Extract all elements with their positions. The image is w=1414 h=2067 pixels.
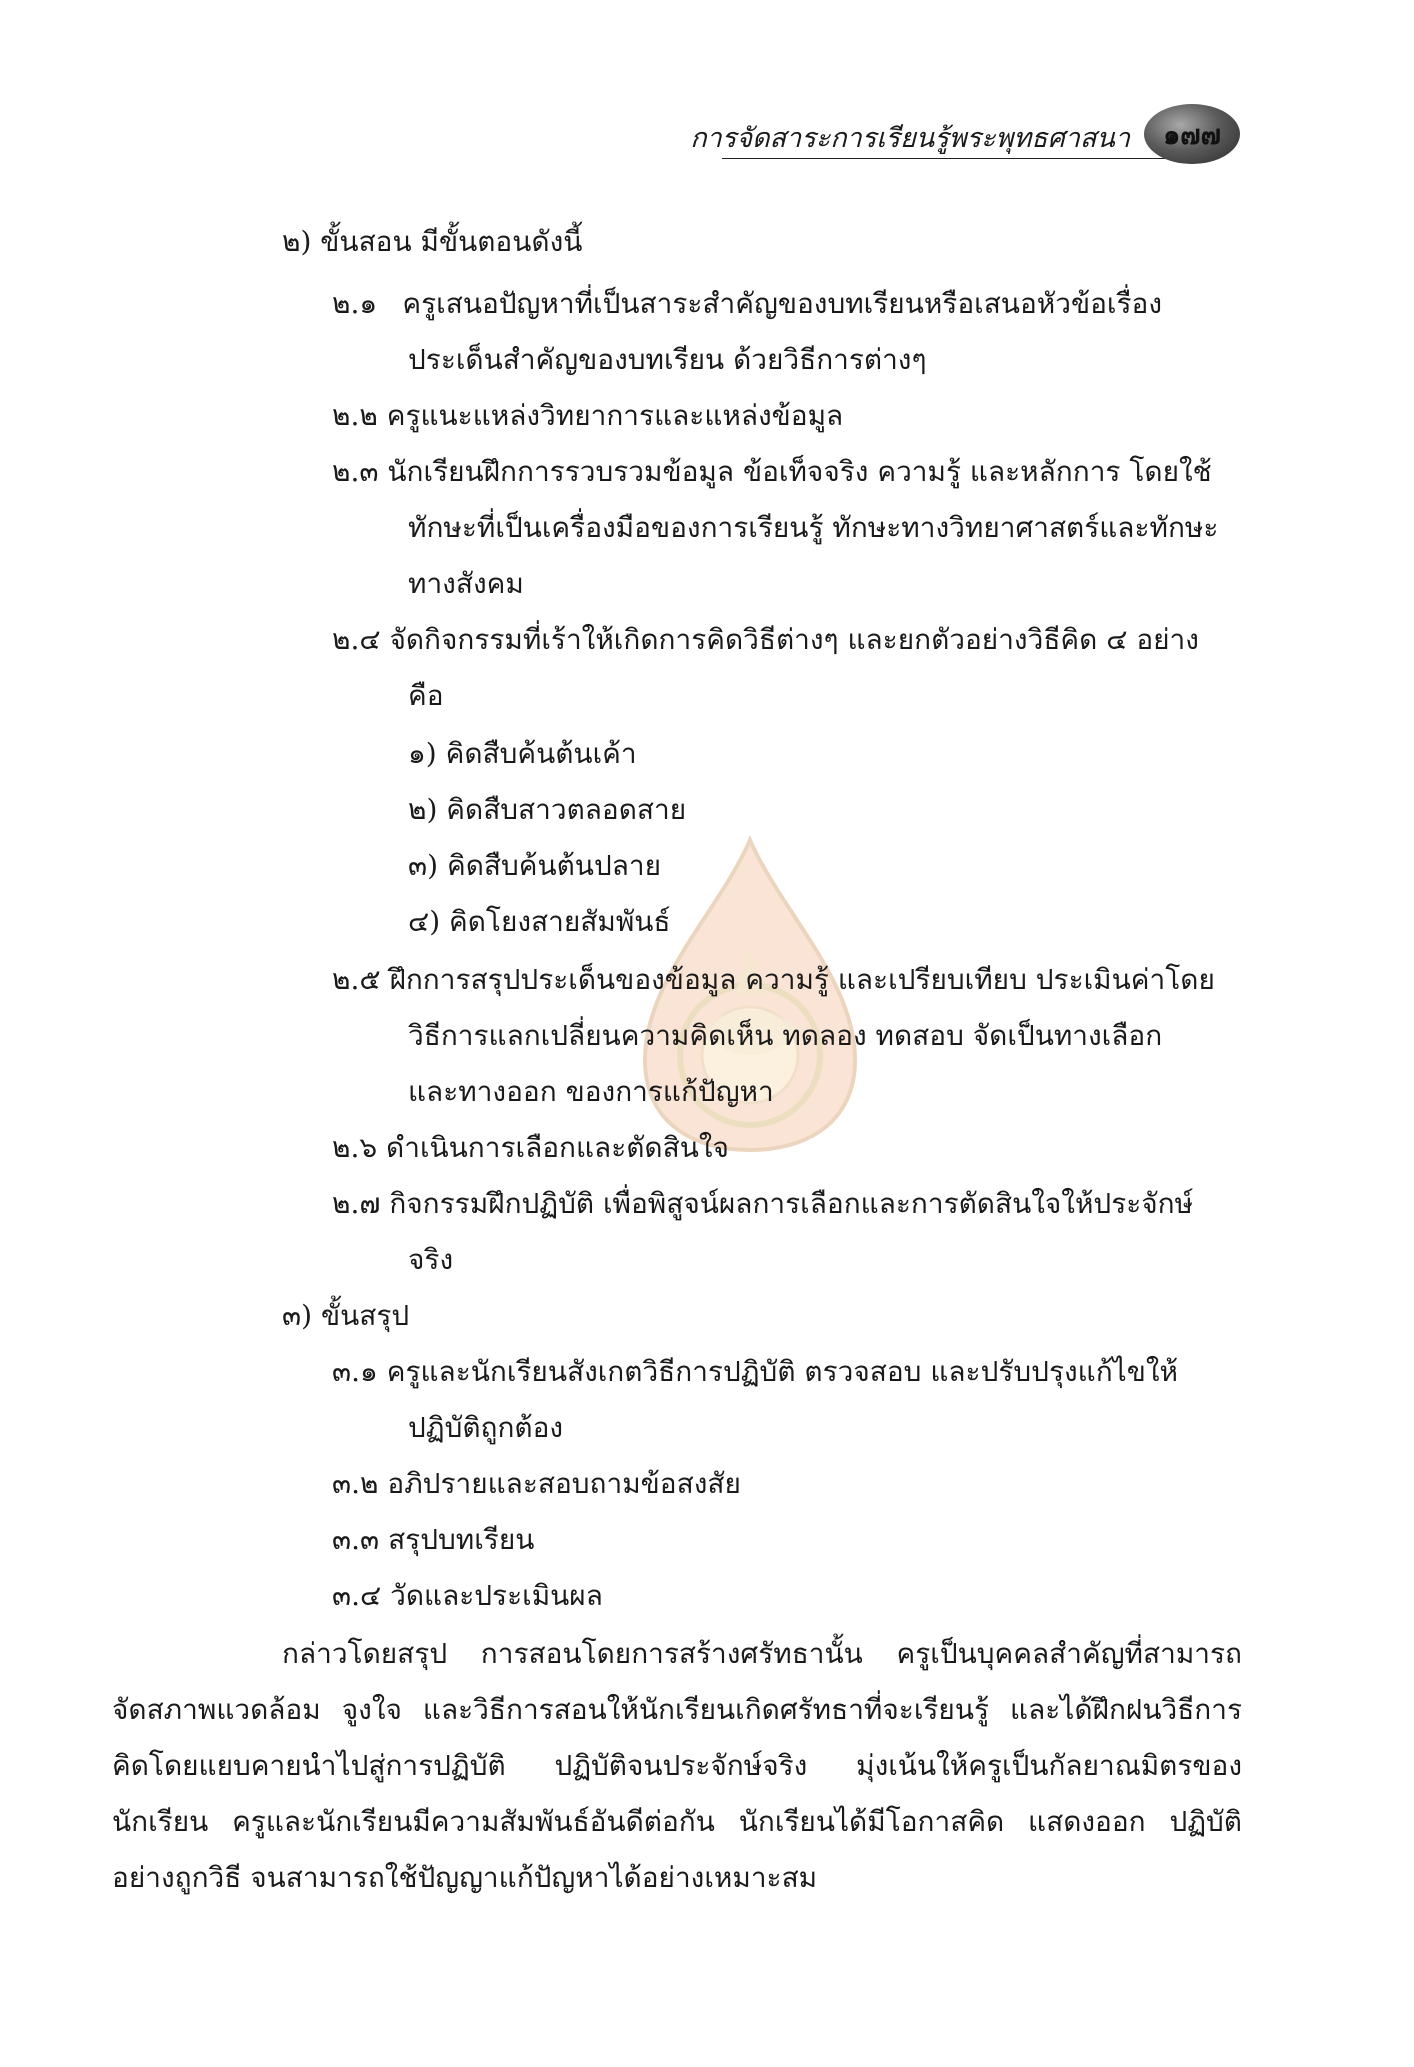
header-rule xyxy=(722,158,1200,159)
page-number-badge xyxy=(1144,104,1240,164)
step-2-1-line2: ประเด็นสำคัญของบทเรียน ด้วยวิธีการต่างๆ xyxy=(408,343,927,376)
step-2-3-line3: ทางสังคม xyxy=(408,567,524,600)
summary-paragraph-line2: จัดสภาพแวดล้อม จูงใจ และวิธีการสอนให้นักเรียนเกิดศรัทธาที่จะเรียนรู้ และได้ฝึกฝนวิธีการ xyxy=(112,1693,1242,1726)
page-number: ๑๗๗ xyxy=(1163,119,1221,151)
thinking-method-2: ๒) คิดสืบสาวตลอดสาย xyxy=(408,793,687,826)
thinking-method-4: ๔) คิดโยงสายสัมพันธ์ xyxy=(408,905,671,938)
step-3-4: ๓.๔ วัดและประเมินผล xyxy=(332,1579,603,1612)
step-3-2: ๓.๒ อภิปรายและสอบถามข้อสงสัย xyxy=(332,1467,741,1500)
summary-paragraph-line5: อย่างถูกวิธี จนสามารถใช้ปัญญาแก้ปัญหาได้อย่างเหมาะสม xyxy=(112,1861,818,1894)
running-header xyxy=(690,98,1240,178)
header-title: การจัดสาระการเรียนรู้พระพุทธศาสนา xyxy=(690,123,1130,154)
thinking-method-1: ๑) คิดสืบค้นต้นเค้า xyxy=(408,737,637,770)
step-2-3-line2: ทักษะที่เป็นเครื่องมือของการเรียนรู้ ทักษะทางวิทยาศาสตร์และทักษะ xyxy=(408,511,1219,544)
step-2-5-line2: วิธีการแลกเปลี่ยนความคิดเห็น ทดลอง ทดสอบ จัดเป็นทางเลือก xyxy=(408,1019,1163,1052)
step-2-6: ๒.๖ ดำเนินการเลือกและตัดสินใจ xyxy=(332,1131,729,1164)
step-3-heading: ๓) ขั้นสรุป xyxy=(282,1299,410,1332)
step-2-5-line1: ๒.๕ ฝึกการสรุปประเด็นของข้อมูล ความรู้ และเปรียบเทียบ ประเมินค่าโดย xyxy=(332,963,1215,996)
step-2-3-line1: ๒.๓ นักเรียนฝึกการรวบรวมข้อมูล ข้อเท็จจริง ความรู้ และหลักการ โดยใช้ xyxy=(332,455,1212,488)
step-2-7-line2: จริง xyxy=(408,1243,454,1276)
summary-paragraph-line3: คิดโดยแยบคายนำไปสู่การปฏิบัติ ปฏิบัติจนประจักษ์จริง มุ่งเน้นให้ครูเป็นกัลยาณมิตรของ xyxy=(112,1749,1242,1782)
summary-paragraph-line4: นักเรียน ครูและนักเรียนมีความสัมพันธ์อันดีต่อกัน นักเรียนได้มีโอกาสคิด แสดงออก ปฏิบัติ xyxy=(112,1805,1242,1838)
step-2-7-line1: ๒.๗ กิจกรรมฝึกปฏิบัติ เพื่อพิสูจน์ผลการเลือกและการตัดสินใจให้ประจักษ์ xyxy=(332,1187,1194,1220)
step-3-3: ๓.๓ สรุปบทเรียน xyxy=(332,1523,535,1556)
step-3-1-line1: ๓.๑ ครูและนักเรียนสังเกตวิธีการปฏิบัติ ตรวจสอบ และปรับปรุงแก้ไขให้ xyxy=(332,1355,1179,1388)
step-2-5-line3: และทางออก ของการแก้ปัญหา xyxy=(408,1075,774,1108)
step-2-heading: ๒) ขั้นสอน มีขั้นตอนดังนี้ xyxy=(282,225,583,258)
step-3-1-line2: ปฏิบัติถูกต้อง xyxy=(408,1411,564,1444)
step-2-1-line1: ๒.๑ ครูเสนอปัญหาที่เป็นสาระสำคัญของบทเรียนหรือเสนอหัวข้อเรื่อง xyxy=(332,287,1162,320)
step-2-4-line2: คือ xyxy=(408,679,444,712)
thinking-method-3: ๓) คิดสืบค้นต้นปลาย xyxy=(408,849,661,882)
step-2-4-line1: ๒.๔ จัดกิจกรรมที่เร้าให้เกิดการคิดวิธีต่างๆ และยกตัวอย่างวิธีคิด ๔ อย่าง xyxy=(332,623,1199,656)
summary-paragraph-line1: กล่าวโดยสรุป การสอนโดยการสร้างศรัทธานั้น ครูเป็นบุคคลสำคัญที่สามารถ xyxy=(282,1637,1242,1670)
step-2-2: ๒.๒ ครูแนะแหล่งวิทยาการและแหล่งข้อมูล xyxy=(332,399,844,432)
